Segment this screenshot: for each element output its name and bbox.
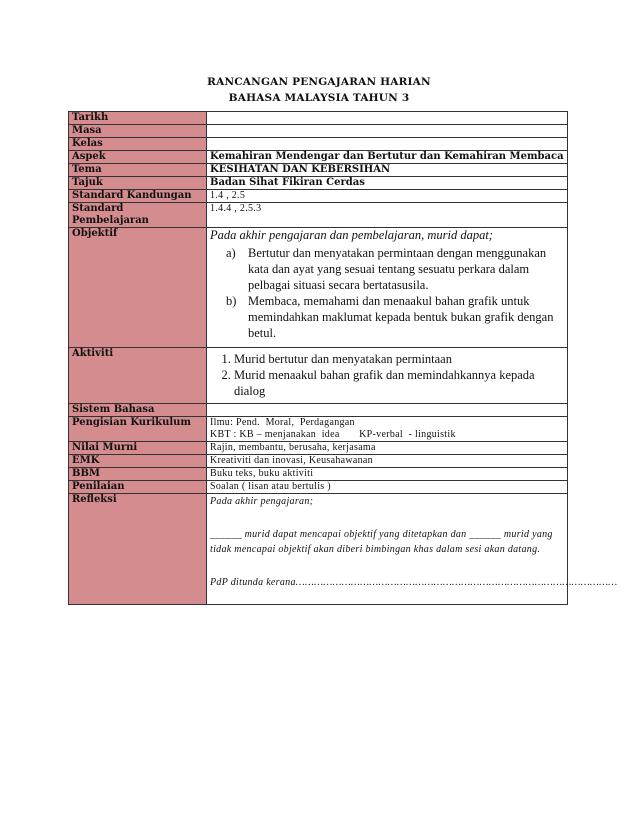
label-nilai-murni: Nilai Murni [69,442,207,455]
label-emk: EMK [69,455,207,468]
row-kelas [69,138,568,151]
value-emk: Kreativiti dan inovasi, Keusahawanan [207,455,568,468]
value-kelas [207,138,568,151]
row-standard-kandungan [69,190,568,203]
row-bbm [69,468,568,481]
value-tema: KESIHATAN DAN KEBERSIHAN [207,164,568,177]
label-refleksi: Refleksi [69,494,207,605]
row-tema [69,164,568,177]
refleksi-spacer [210,509,564,527]
value-nilai-murni: Rajin, membantu, berusaha, kerjasama [207,442,568,455]
label-aspek: Aspek [69,151,207,164]
pengisian-line-1: Ilmu: Pend. Moral, Perdagangan [210,417,355,428]
row-objektif [69,228,568,348]
label-standard-kandungan: Standard Kandungan [69,190,207,203]
aktiviti-list [210,351,564,399]
objektif-marker: a) [226,246,236,260]
label-bbm: BBM [69,468,207,481]
refleksi-line-1: Pada akhir pengajaran; [210,496,314,507]
refleksi-line-2: ______ murid dapat mencapai objektif yang ditetapkan dan ______ murid yang tidak mencapai objektif akan diberi bimbingan khas dalam sesi akan datang. [210,529,553,555]
objektif-marker: b) [226,294,237,308]
value-sistem-bahasa [207,404,568,417]
label-pengisian-kurikulum: Pengisian Kurikulum [69,417,207,442]
lesson-plan-table [68,111,618,605]
label-objektif: Objektif [69,228,207,348]
label-tarikh: Tarikh [69,112,207,125]
row-masa [69,125,568,138]
pengisian-line-2: KBT : KB – menjanakan idea KP-verbal - linguistik [210,429,456,440]
value-tarikh [207,112,568,125]
row-standard-pembelajaran [69,203,568,228]
value-masa [207,125,568,138]
value-standard-pembelajaran: 1.4.4 , 2.5.3 [207,203,568,228]
objektif-intro: Pada akhir pengajaran dan pembelajaran, murid dapat; [210,228,493,242]
refleksi-spacer [210,557,564,575]
objektif-list [210,245,564,341]
label-aktiviti: Aktiviti [69,348,207,404]
label-tajuk: Tajuk [69,177,207,190]
value-penilaian: Soalan ( lisan atau bertulis ) [207,481,568,494]
value-refleksi [207,494,618,605]
label-masa: Masa [69,125,207,138]
document-subtitle: BAHASA MALAYSIA TAHUN 3 [228,92,410,104]
value-tajuk: Badan Sihat Fikiran Cerdas [207,177,568,190]
label-standard-pembelajaran: Standard Pembelajaran [69,203,207,228]
refleksi-line-3: PdP ditunda kerana…………………………………………………………………………………………… [210,577,618,588]
document-title: RANCANGAN PENGAJARAN HARIAN [207,76,431,88]
row-tarikh [69,112,568,125]
label-sistem-bahasa: Sistem Bahasa [69,404,207,417]
aktiviti-item: 2. Murid menaakul bahan grafik dan memindahkannya kepada dialog [234,367,564,399]
row-aktiviti [69,348,568,404]
value-bbm: Buku teks, buku aktiviti [207,468,568,481]
value-pengisian-kurikulum [207,417,568,442]
objektif-text: Bertutur dan menyatakan permintaan dengan menggunakan kata dan ayat yang sesuai tentang sesuatu perkara dalam pelbagai situasi secara bertatasusila. [248,246,547,292]
label-tema: Tema [69,164,207,177]
row-pengisian-kurikulum [69,417,568,442]
label-penilaian: Penilaian [69,481,207,494]
row-sistem-bahasa [69,404,568,417]
row-penilaian [69,481,568,494]
row-tajuk [69,177,568,190]
objektif-text: Membaca, memahami dan menaakul bahan grafik untuk memindahkan maklumat kepada bentuk bukan grafik dengan betul. [248,294,554,340]
aktiviti-item: 1. Murid bertutur dan menyatakan permintaan [234,351,564,367]
row-refleksi [69,494,568,605]
value-aspek: Kemahiran Mendengar dan Bertutur dan Kemahiran Membaca [207,151,568,164]
row-nilai-murni [69,442,568,455]
value-aktiviti [207,348,568,404]
objektif-item [226,293,564,341]
objektif-item [226,245,564,293]
label-kelas: Kelas [69,138,207,151]
row-emk [69,455,568,468]
value-objektif [207,228,568,348]
value-standard-kandungan: 1.4 , 2.5 [207,190,568,203]
row-aspek [69,151,568,164]
